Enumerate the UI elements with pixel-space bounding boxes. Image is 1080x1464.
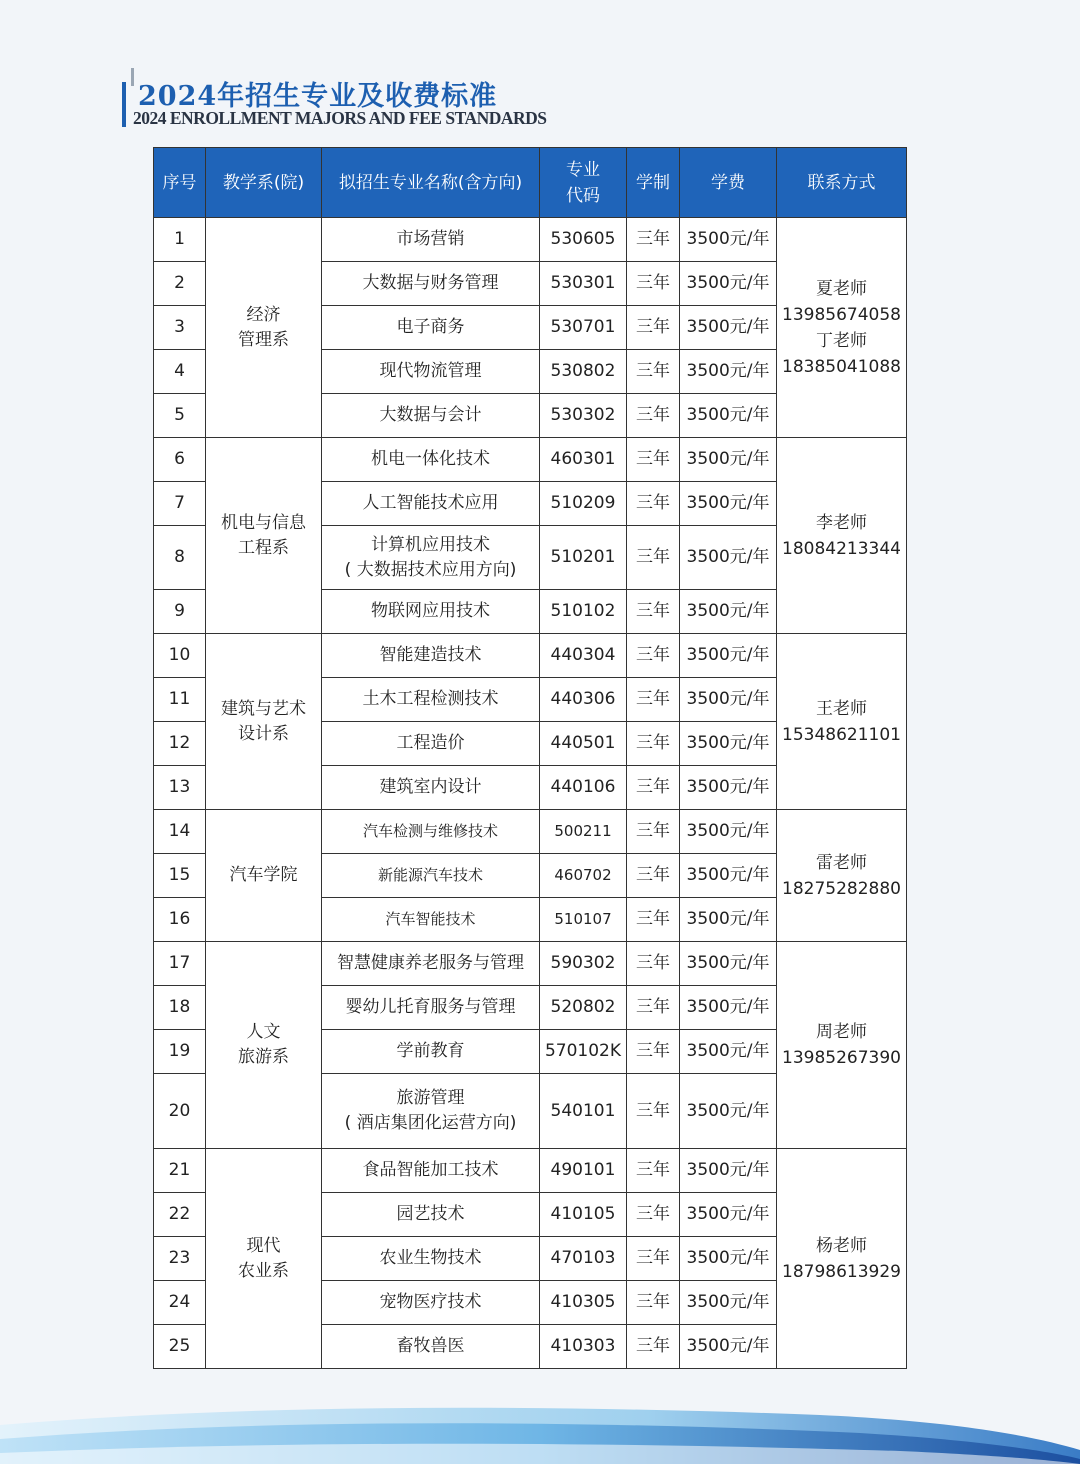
major-name-line1: 建筑室内设计 — [379, 777, 482, 797]
cell-major — [322, 218, 540, 262]
major-name-line1: 市场营销 — [396, 229, 465, 249]
cell-years: 三年 — [627, 526, 680, 590]
major-name-line1: 现代物流管理 — [379, 361, 482, 381]
header-dept: 教学系(院) — [206, 148, 322, 218]
cell-major — [322, 1030, 540, 1074]
cell-fee: 3500元/年 — [680, 986, 777, 1030]
cell-fee: 3500元/年 — [680, 1149, 777, 1193]
contact-phone: 18275282880 — [782, 878, 901, 899]
cell-fee: 3500元/年 — [680, 350, 777, 394]
cell-fee: 3500元/年 — [680, 942, 777, 986]
contact-phone: 18084213344 — [782, 538, 901, 559]
cell-department — [206, 810, 322, 942]
cell-years: 三年 — [627, 898, 680, 942]
major-name-line1: 计算机应用技术 — [371, 534, 490, 555]
cell-no: 10 — [154, 634, 206, 678]
cell-no: 25 — [154, 1325, 206, 1369]
major-name-line1: 学前教育 — [396, 1041, 465, 1061]
department-name-line2: 农业系 — [238, 1260, 289, 1281]
cell-code: 520802 — [540, 986, 627, 1030]
cell-code: 470103 — [540, 1237, 627, 1281]
department-name-line2: 管理系 — [238, 329, 289, 350]
major-name-line1: 婴幼儿托育服务与管理 — [345, 997, 516, 1017]
cell-fee: 3500元/年 — [680, 1193, 777, 1237]
department-name-line1: 建筑与艺术 — [221, 698, 306, 719]
header-code-line2: 代码 — [566, 185, 600, 206]
cell-no: 5 — [154, 394, 206, 438]
cell-fee: 3500元/年 — [680, 218, 777, 262]
contact-teacher: 周老师 — [816, 1022, 867, 1042]
major-name-line1: 电子商务 — [396, 317, 465, 337]
major-name-line1: 机电一体化技术 — [371, 449, 490, 469]
title-accent-tick — [131, 68, 134, 86]
cell-no: 17 — [154, 942, 206, 986]
cell-major — [322, 722, 540, 766]
cell-fee: 3500元/年 — [680, 722, 777, 766]
cell-department — [206, 218, 322, 438]
cell-years: 三年 — [627, 1149, 680, 1193]
major-name-line1: 大数据与会计 — [379, 405, 482, 425]
cell-no: 6 — [154, 438, 206, 482]
major-name-line1: 智慧健康养老服务与管理 — [337, 953, 524, 973]
contact-teacher: 王老师 — [816, 698, 867, 719]
major-name-line1: 大数据与财务管理 — [362, 273, 499, 293]
contact-teacher: 丁老师 — [816, 330, 867, 351]
major-name-line1: 汽车智能技术 — [385, 910, 476, 928]
cell-fee: 3500元/年 — [680, 590, 777, 634]
cell-code: 410303 — [540, 1325, 627, 1369]
cell-fee: 3500元/年 — [680, 898, 777, 942]
cell-years: 三年 — [627, 722, 680, 766]
department-name-line2: 工程系 — [238, 537, 289, 558]
cell-major — [322, 482, 540, 526]
cell-no: 2 — [154, 262, 206, 306]
contact-phone: 18385041088 — [782, 356, 901, 377]
table-row — [154, 438, 907, 482]
contact-teacher: 杨老师 — [816, 1235, 867, 1256]
cell-fee: 3500元/年 — [680, 306, 777, 350]
table-header-row — [154, 148, 907, 218]
cell-no: 21 — [154, 1149, 206, 1193]
major-name-line1: 汽车检测与维修技术 — [362, 822, 498, 840]
cell-fee: 3500元/年 — [680, 678, 777, 722]
cell-code: 510102 — [540, 590, 627, 634]
cell-major — [322, 986, 540, 1030]
cell-code: 500211 — [540, 810, 627, 854]
cell-major — [322, 394, 540, 438]
cell-no: 20 — [154, 1074, 206, 1149]
cell-no: 13 — [154, 766, 206, 810]
cell-code: 440306 — [540, 678, 627, 722]
cell-code: 510107 — [540, 898, 627, 942]
cell-no: 1 — [154, 218, 206, 262]
cell-fee: 3500元/年 — [680, 438, 777, 482]
cell-fee: 3500元/年 — [680, 1237, 777, 1281]
cell-years: 三年 — [627, 1281, 680, 1325]
contact-phone: 15348621101 — [782, 724, 901, 745]
cell-years: 三年 — [627, 1030, 680, 1074]
cell-contact — [777, 218, 907, 438]
cell-code: 460702 — [540, 854, 627, 898]
cell-no: 3 — [154, 306, 206, 350]
cell-department — [206, 942, 322, 1149]
cell-fee: 3500元/年 — [680, 854, 777, 898]
cell-code: 440304 — [540, 634, 627, 678]
major-name-line1: 物联网应用技术 — [371, 601, 490, 621]
table-row — [154, 942, 907, 986]
cell-major — [322, 590, 540, 634]
cell-code: 490101 — [540, 1149, 627, 1193]
cell-contact — [777, 438, 907, 634]
cell-major — [322, 942, 540, 986]
department-name-line2: 旅游系 — [238, 1047, 289, 1067]
title-accent-bar — [122, 82, 126, 127]
cell-years: 三年 — [627, 634, 680, 678]
cell-major — [322, 1325, 540, 1369]
cell-no: 15 — [154, 854, 206, 898]
cell-major — [322, 526, 540, 590]
cell-no: 24 — [154, 1281, 206, 1325]
table-row — [154, 810, 907, 854]
major-name-line1: 宠物医疗技术 — [379, 1292, 482, 1312]
cell-fee: 3500元/年 — [680, 1281, 777, 1325]
cell-years: 三年 — [627, 306, 680, 350]
department-name-line1: 现代 — [246, 1235, 281, 1256]
cell-years: 三年 — [627, 350, 680, 394]
department-name-line1: 汽车学院 — [229, 865, 298, 885]
header-code-line1: 专业 — [566, 159, 600, 180]
cell-major — [322, 1149, 540, 1193]
cell-department — [206, 1149, 322, 1369]
cell-contact — [777, 810, 907, 942]
major-name-line1: 农业生物技术 — [379, 1248, 482, 1268]
cell-years: 三年 — [627, 810, 680, 854]
cell-fee: 3500元/年 — [680, 526, 777, 590]
cell-no: 19 — [154, 1030, 206, 1074]
cell-years: 三年 — [627, 438, 680, 482]
contact-teacher: 李老师 — [816, 512, 867, 533]
cell-code: 460301 — [540, 438, 627, 482]
cell-no: 9 — [154, 590, 206, 634]
department-name-line1: 机电与信息 — [221, 512, 306, 533]
cell-department — [206, 634, 322, 810]
department-name-line2: 设计系 — [238, 723, 289, 744]
cell-years: 三年 — [627, 1193, 680, 1237]
cell-contact — [777, 1149, 907, 1369]
cell-major — [322, 1074, 540, 1149]
major-name-line2: ( 大数据技术应用方向) — [344, 559, 517, 580]
cell-code: 570102K — [540, 1030, 627, 1074]
table-body — [154, 218, 907, 1369]
cell-years: 三年 — [627, 766, 680, 810]
cell-years: 三年 — [627, 218, 680, 262]
cell-code: 510201 — [540, 526, 627, 590]
cell-fee: 3500元/年 — [680, 394, 777, 438]
cell-no: 23 — [154, 1237, 206, 1281]
cell-code: 510209 — [540, 482, 627, 526]
cell-fee: 3500元/年 — [680, 1074, 777, 1149]
cell-code: 440106 — [540, 766, 627, 810]
page-subtitle: 2024 ENROLLMENT MAJORS AND FEE STANDARDS — [133, 108, 547, 128]
cell-no: 8 — [154, 526, 206, 590]
cell-years: 三年 — [627, 1325, 680, 1369]
cell-major — [322, 262, 540, 306]
cell-contact — [777, 942, 907, 1149]
cell-major — [322, 306, 540, 350]
cell-code: 530605 — [540, 218, 627, 262]
cell-major — [322, 898, 540, 942]
cell-years: 三年 — [627, 1237, 680, 1281]
table-row — [154, 634, 907, 678]
major-name-line1: 土木工程检测技术 — [362, 689, 499, 709]
cell-major — [322, 1281, 540, 1325]
major-name-line1: 畜牧兽医 — [396, 1336, 465, 1356]
cell-code: 530301 — [540, 262, 627, 306]
cell-no: 4 — [154, 350, 206, 394]
department-name-line1: 人文 — [246, 1022, 281, 1042]
cell-no: 18 — [154, 986, 206, 1030]
table-row — [154, 218, 907, 262]
cell-years: 三年 — [627, 394, 680, 438]
major-name-line1: 人工智能技术应用 — [362, 493, 499, 513]
cell-major — [322, 810, 540, 854]
cell-major — [322, 854, 540, 898]
footer-wave-decoration — [0, 1395, 1080, 1464]
cell-no: 14 — [154, 810, 206, 854]
cell-fee: 3500元/年 — [680, 1325, 777, 1369]
cell-contact — [777, 634, 907, 810]
major-name-line1: 工程造价 — [396, 733, 465, 753]
header-no: 序号 — [154, 148, 206, 218]
cell-department — [206, 438, 322, 634]
cell-no: 7 — [154, 482, 206, 526]
cell-years: 三年 — [627, 1074, 680, 1149]
header-fee: 学费 — [680, 148, 777, 218]
cell-code: 410105 — [540, 1193, 627, 1237]
contact-phone: 18798613929 — [782, 1261, 901, 1282]
contact-phone: 13985674058 — [782, 304, 901, 325]
page-title: 2024年招生专业及收费标准 — [138, 81, 498, 112]
cell-no: 11 — [154, 678, 206, 722]
cell-no: 22 — [154, 1193, 206, 1237]
cell-fee: 3500元/年 — [680, 810, 777, 854]
cell-years: 三年 — [627, 986, 680, 1030]
cell-fee: 3500元/年 — [680, 634, 777, 678]
header-contact: 联系方式 — [777, 148, 907, 218]
major-name-line1: 旅游管理 — [396, 1088, 465, 1108]
cell-code: 410305 — [540, 1281, 627, 1325]
cell-code: 440501 — [540, 722, 627, 766]
major-name-line1: 食品智能加工技术 — [362, 1160, 499, 1180]
major-name-line1: 园艺技术 — [396, 1204, 465, 1224]
cell-years: 三年 — [627, 854, 680, 898]
fee-table — [153, 147, 907, 1369]
cell-no: 16 — [154, 898, 206, 942]
cell-years: 三年 — [627, 262, 680, 306]
cell-major — [322, 350, 540, 394]
cell-fee: 3500元/年 — [680, 766, 777, 810]
cell-years: 三年 — [627, 482, 680, 526]
major-name-line1: 新能源汽车技术 — [377, 866, 483, 884]
cell-fee: 3500元/年 — [680, 482, 777, 526]
cell-major — [322, 766, 540, 810]
cell-major — [322, 438, 540, 482]
cell-code: 540101 — [540, 1074, 627, 1149]
header-code — [540, 148, 627, 218]
cell-no: 12 — [154, 722, 206, 766]
major-name-line1: 智能建造技术 — [379, 645, 482, 665]
cell-major — [322, 1193, 540, 1237]
header-years: 学制 — [627, 148, 680, 218]
contact-teacher: 雷老师 — [816, 852, 867, 873]
cell-code: 530302 — [540, 394, 627, 438]
cell-years: 三年 — [627, 590, 680, 634]
cell-fee: 3500元/年 — [680, 1030, 777, 1074]
cell-code: 530701 — [540, 306, 627, 350]
cell-years: 三年 — [627, 942, 680, 986]
major-name-line2: ( 酒店集团化运营方向) — [344, 1113, 517, 1133]
cell-code: 530802 — [540, 350, 627, 394]
department-name-line1: 经济 — [246, 304, 281, 325]
cell-code: 590302 — [540, 942, 627, 986]
header-major: 拟招生专业名称(含方向) — [322, 148, 540, 218]
contact-phone: 13985267390 — [782, 1048, 901, 1068]
cell-fee: 3500元/年 — [680, 262, 777, 306]
contact-teacher: 夏老师 — [816, 278, 867, 299]
cell-major — [322, 634, 540, 678]
cell-major — [322, 1237, 540, 1281]
cell-major — [322, 678, 540, 722]
cell-years: 三年 — [627, 678, 680, 722]
table-row — [154, 1149, 907, 1193]
